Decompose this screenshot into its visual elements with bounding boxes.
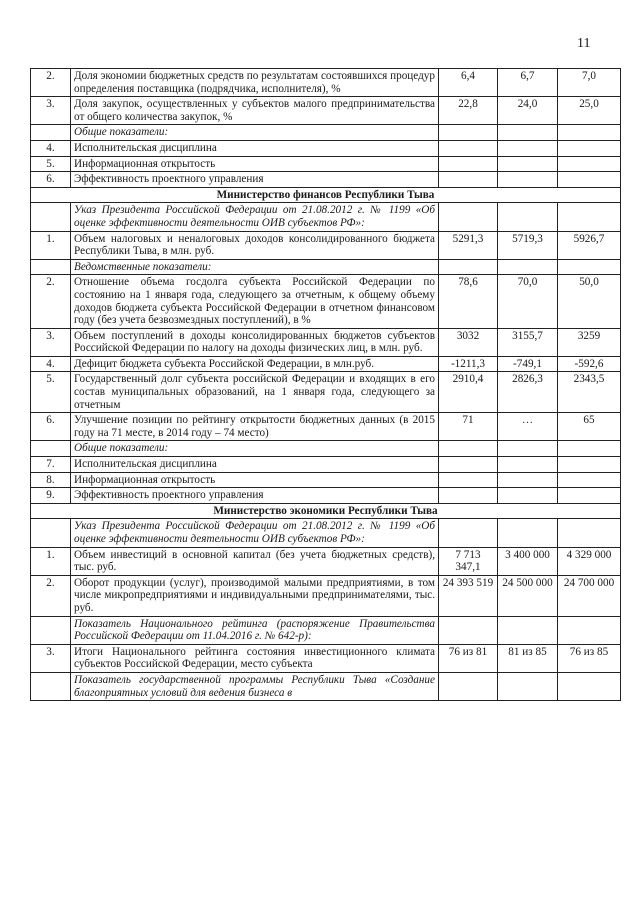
subheader-row	[31, 441, 621, 457]
row-number: 2.	[31, 575, 71, 616]
value-cell: 3 400 000	[498, 547, 558, 575]
value-cell: 24 393 519	[439, 575, 498, 616]
row-number: 2.	[31, 69, 71, 97]
row-number	[31, 672, 71, 700]
row-number	[31, 203, 71, 231]
value-cell: 6,4	[439, 69, 498, 97]
value-cell	[439, 616, 498, 644]
indicator-name: Доля экономии бюджетных средств по результатам состоявшихся процедур определения поставщика (подрядчика, исполнителя), %	[71, 69, 439, 97]
value-cell: 24 500 000	[498, 575, 558, 616]
row-number	[31, 616, 71, 644]
value-cell: 7,0	[558, 69, 621, 97]
value-cell	[498, 457, 558, 473]
value-cell: -1211,3	[439, 356, 498, 372]
section-title: Министерство экономики Республики Тыва	[31, 503, 621, 519]
value-cell	[498, 672, 558, 700]
value-cell: 3155,7	[498, 328, 558, 356]
value-cell	[498, 172, 558, 188]
value-cell: 78,6	[439, 275, 498, 328]
value-cell: 65	[558, 413, 621, 441]
value-cell: 50,0	[558, 275, 621, 328]
row-number: 8.	[31, 472, 71, 488]
row-number: 6.	[31, 172, 71, 188]
table-row	[31, 413, 621, 441]
value-cell	[498, 616, 558, 644]
value-cell: 81 из 85	[498, 644, 558, 672]
value-cell: 5291,3	[439, 231, 498, 259]
table-row	[31, 156, 621, 172]
value-cell: 76 из 85	[558, 644, 621, 672]
section-header-row	[31, 187, 621, 203]
value-cell	[498, 441, 558, 457]
row-number: 5.	[31, 372, 71, 413]
row-number: 9.	[31, 488, 71, 504]
indicator-name: Эффективность проектного управления	[71, 488, 439, 504]
subheader-row	[31, 519, 621, 547]
value-cell	[498, 488, 558, 504]
table-row	[31, 172, 621, 188]
row-number: 4.	[31, 140, 71, 156]
value-cell	[439, 125, 498, 141]
subheading: Общие показатели:	[71, 441, 439, 457]
value-cell: 3259	[558, 328, 621, 356]
table-row	[31, 97, 621, 125]
value-cell	[439, 672, 498, 700]
value-cell	[558, 672, 621, 700]
value-cell	[439, 472, 498, 488]
value-cell	[558, 457, 621, 473]
table-row	[31, 356, 621, 372]
value-cell	[439, 519, 498, 547]
value-cell	[439, 156, 498, 172]
value-cell	[558, 203, 621, 231]
value-cell: …	[498, 413, 558, 441]
value-cell: 70,0	[498, 275, 558, 328]
table-row	[31, 472, 621, 488]
value-cell: 5926,7	[558, 231, 621, 259]
row-number: 5.	[31, 156, 71, 172]
value-cell	[439, 203, 498, 231]
value-cell	[498, 519, 558, 547]
indicator-name: Итоги Национального рейтинга состояния инвестиционного климата субъектов Российской Федерации, место субъекта	[71, 644, 439, 672]
indicator-name: Объем налоговых и неналоговых доходов консолидированного бюджета Республики Тыва, в млн. руб.	[71, 231, 439, 259]
table-row	[31, 328, 621, 356]
row-number	[31, 125, 71, 141]
value-cell	[498, 125, 558, 141]
indicator-name: Информационная открытость	[71, 156, 439, 172]
value-cell	[558, 488, 621, 504]
subheader-row	[31, 203, 621, 231]
value-cell: 2826,3	[498, 372, 558, 413]
value-cell: 76 из 81	[439, 644, 498, 672]
value-cell	[498, 203, 558, 231]
indicator-name: Информационная открытость	[71, 472, 439, 488]
value-cell: 7 713 347,1	[439, 547, 498, 575]
value-cell	[558, 140, 621, 156]
table-row	[31, 231, 621, 259]
row-number	[31, 441, 71, 457]
value-cell: 22,8	[439, 97, 498, 125]
row-number: 6.	[31, 413, 71, 441]
value-cell	[439, 259, 498, 275]
indicator-name: Отношение объема госдолга субъекта Российской Федерации по состоянию на 1 января года, следующего за отчетным, к общему объему доходов бюджета субъекта Российской Федерации в отчетном финансовом году (без учета безвозмездных поступлений), в %	[71, 275, 439, 328]
indicator-name: Оборот продукции (услуг), производимой малыми предприятиями, в том числе микропредприятиями и индивидуальными предпринимателями, тыс. руб.	[71, 575, 439, 616]
indicator-name: Объем поступлений в доходы консолидированных бюджетов субъектов Российской Федерации по налогу на доходы физических лиц, в млн. руб.	[71, 328, 439, 356]
row-number: 2.	[31, 275, 71, 328]
value-cell	[439, 457, 498, 473]
indicator-name: Доля закупок, осуществленных у субъектов малого предпринимательства от общего количества закупок, %	[71, 97, 439, 125]
row-number: 4.	[31, 356, 71, 372]
subheading: Показатель государственной программы Республики Тыва «Создание благоприятных условий для ведения бизнеса в	[71, 672, 439, 700]
subheader-row	[31, 616, 621, 644]
row-number: 7.	[31, 457, 71, 473]
value-cell: 24 700 000	[558, 575, 621, 616]
value-cell: -749,1	[498, 356, 558, 372]
value-cell: -592,6	[558, 356, 621, 372]
table-row	[31, 140, 621, 156]
table-row	[31, 575, 621, 616]
value-cell: 3032	[439, 328, 498, 356]
page-number: 11	[577, 36, 591, 51]
value-cell: 4 329 000	[558, 547, 621, 575]
value-cell	[498, 140, 558, 156]
subheading: Общие показатели:	[71, 125, 439, 141]
table-row	[31, 547, 621, 575]
value-cell	[439, 488, 498, 504]
value-cell: 24,0	[498, 97, 558, 125]
value-cell: 71	[439, 413, 498, 441]
indicator-name: Улучшение позиции по рейтингу открытости бюджетных данных (в 2015 году на 71 месте, в 2014 году – 74 место)	[71, 413, 439, 441]
value-cell	[439, 140, 498, 156]
section-header-row	[31, 503, 621, 519]
row-number	[31, 519, 71, 547]
value-cell: 6,7	[498, 69, 558, 97]
value-cell	[558, 259, 621, 275]
value-cell	[439, 441, 498, 457]
indicator-name: Эффективность проектного управления	[71, 172, 439, 188]
value-cell	[558, 616, 621, 644]
table-row	[31, 644, 621, 672]
subheading: Указ Президента Российской Федерации от 21.08.2012 г. № 1199 «Об оценке эффективности деятельности ОИВ субъектов РФ»:	[71, 519, 439, 547]
table-row	[31, 457, 621, 473]
subheading: Показатель Национального рейтинга (распоряжение Правительства Российской Федерации от 11.04.2016 г. № 642-р):	[71, 616, 439, 644]
value-cell	[498, 472, 558, 488]
value-cell	[558, 519, 621, 547]
subheader-row	[31, 125, 621, 141]
row-number	[31, 259, 71, 275]
table-row	[31, 488, 621, 504]
value-cell	[558, 125, 621, 141]
indicator-name: Исполнительская дисциплина	[71, 457, 439, 473]
subheading: Указ Президента Российской Федерации от 21.08.2012 г. № 1199 «Об оценке эффективности деятельности ОИВ субъектов РФ»:	[71, 203, 439, 231]
value-cell	[439, 172, 498, 188]
row-number: 3.	[31, 97, 71, 125]
subheading: Ведомственные показатели:	[71, 259, 439, 275]
indicator-name: Государственный долг субъекта российской Федерации и входящих в его состав муниципальных образований, на 1 января года, следующего за отчетным	[71, 372, 439, 413]
value-cell	[558, 472, 621, 488]
table-row	[31, 69, 621, 97]
subheader-row	[31, 672, 621, 700]
value-cell: 2910,4	[439, 372, 498, 413]
value-cell	[558, 441, 621, 457]
value-cell: 25,0	[558, 97, 621, 125]
indicator-name: Дефицит бюджета субъекта Российской Федерации, в млн.руб.	[71, 356, 439, 372]
indicator-name: Объем инвестиций в основной капитал (без учета бюджетных средств), тыс. руб.	[71, 547, 439, 575]
indicator-name: Исполнительская дисциплина	[71, 140, 439, 156]
row-number: 1.	[31, 547, 71, 575]
table-row	[31, 372, 621, 413]
indicators-table	[30, 68, 621, 701]
value-cell: 5719,3	[498, 231, 558, 259]
value-cell	[498, 156, 558, 172]
section-title: Министерство финансов Республики Тыва	[31, 187, 621, 203]
value-cell	[558, 156, 621, 172]
subheader-row	[31, 259, 621, 275]
value-cell	[558, 172, 621, 188]
row-number: 3.	[31, 644, 71, 672]
value-cell: 2343,5	[558, 372, 621, 413]
row-number: 3.	[31, 328, 71, 356]
row-number: 1.	[31, 231, 71, 259]
value-cell	[498, 259, 558, 275]
table-row	[31, 275, 621, 328]
